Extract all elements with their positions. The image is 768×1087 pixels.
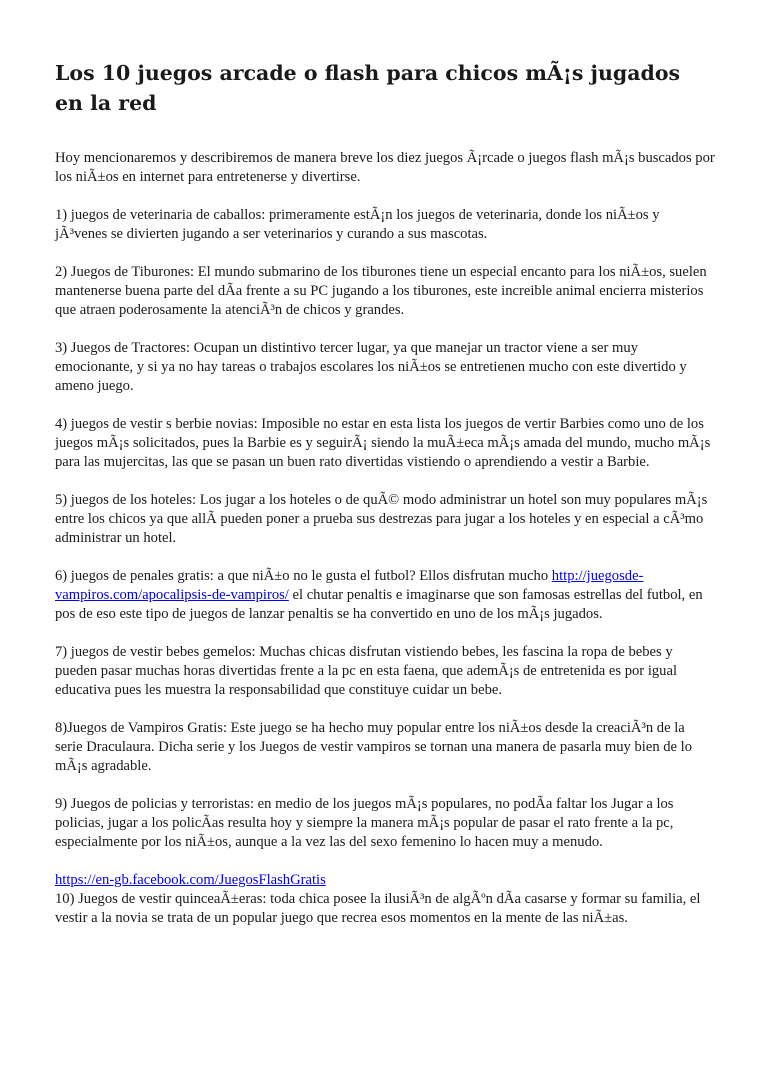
page-title: Los 10 juegos arcade o flash para chicos mÃ¡s jugados en la red bbox=[55, 61, 681, 115]
paragraph-3: 3) Juegos de Tractores: Ocupan un distintivo tercer lugar, ya que manejar un tractor viene a ser muy emocionante, y si ya no hay tareas o trabajos escolares los niÃ±os se entretienen mucho con este divertido y ameno juego. bbox=[55, 340, 687, 394]
paragraph-8: 8)Juegos de Vampiros Gratis: Este juego se ha hecho muy popular entre los niÃ±os desde la creaciÃ³n de la serie Draculaura. Dicha serie y los Juegos de vestir vampiros se tornan una manera de pasarla muy bien de lo mÃ¡s agradable. bbox=[55, 720, 693, 774]
paragraph-10: 10) Juegos de vestir quinceaÃ±eras: toda chica posee la ilusiÃ³n de algÃºn dÃa casarse y formar su familia, el vestir a la novia se trata de un popular juego que recrea esos momentos en la mente de las niÃ±as. bbox=[55, 891, 701, 926]
vampiros-link[interactable]: http://juegosde-vampiros.com/apocalipsis-de-vampiros/ bbox=[55, 568, 644, 603]
paragraph-6-text-after: el chutar penaltis e imaginarse que son famosas estrellas del futbol, en pos de eso este tipo de juegos de lanzar penaltis se ha convertido en uno de los mÃ¡s jugados. bbox=[55, 587, 703, 622]
paragraph-9: 9) Juegos de policias y terroristas: en medio de los juegos mÃ¡s populares, no podÃa faltar los Jugar a los policias, jugar a los policÃas resulta hoy y siempre la manera mÃ¡s popular de pasar el rato frente a la pc, especialmente por los niÃ±os, aunque a la vez las del sexo femenino lo hacen muy a menudo. bbox=[55, 796, 674, 850]
facebook-link[interactable]: https://en-gb.facebook.com/JuegosFlashGratis bbox=[55, 872, 326, 888]
intro-paragraph: Hoy mencionaremos y describiremos de manera breve los diez juegos Ã¡rcade o juegos flash mÃ¡s buscados por los niÃ±os en internet para entretenerse y divertirse. bbox=[55, 150, 715, 185]
paragraph-5: 5) juegos de los hoteles: Los jugar a los hoteles o de quÃ© modo administrar un hotel son muy populares mÃ¡s entre los chicos ya que allÃ pueden poner a prueba sus destrezas para jugar a los hoteles y en especial a cÃ³mo administrar un hotel. bbox=[55, 492, 708, 546]
paragraph-6-text-before: 6) juegos de penales gratis: a que niÃ±o no le gusta el futbol? Ellos disfrutan mucho bbox=[55, 568, 549, 584]
paragraph-6 bbox=[55, 567, 715, 624]
paragraph-7: 7) juegos de vestir bebes gemelos: Muchas chicas disfrutan vistiendo bebes, les fascina la ropa de bebes y pueden pasar muchas horas divertidas frente a la pc en esta faena, que ademÃ¡s de entretenida es por igual educativa pues les muestra la responsabilidad que constituye cuidar un bebe. bbox=[55, 644, 677, 698]
facebook-link-line bbox=[55, 871, 715, 890]
document-page bbox=[55, 58, 715, 947]
paragraph-2: 2) Juegos de Tiburones: El mundo submarino de los tiburones tiene un especial encanto para los niÃ±os, suelen mantenerse buena parte del dÃa frente a su PC jugando a los tiburones, este increible animal encierra misterios que atraen poderosamente la atenciÃ³n de chicos y grandes. bbox=[55, 264, 707, 318]
paragraph-4: 4) juegos de vestir s berbie novias: Imposible no estar en esta lista los juegos de vertir Barbies como uno de los juegos mÃ¡s solicitados, pues la Barbie es y seguirÃ¡ siendo la muÃ±eca mÃ¡s amada del mundo, mucho mÃ¡s para las mujercitas, las que se pasan un buen rato divertidas vistiendo o aprendiendo a vestir a Barbie. bbox=[55, 416, 711, 470]
paragraph-1: 1) juegos de veterinaria de caballos: primeramente estÃ¡n los juegos de veterinaria, donde los niÃ±os y jÃ³venes se divierten jugando a ser veterinarios y curando a sus mascotas. bbox=[55, 207, 660, 242]
